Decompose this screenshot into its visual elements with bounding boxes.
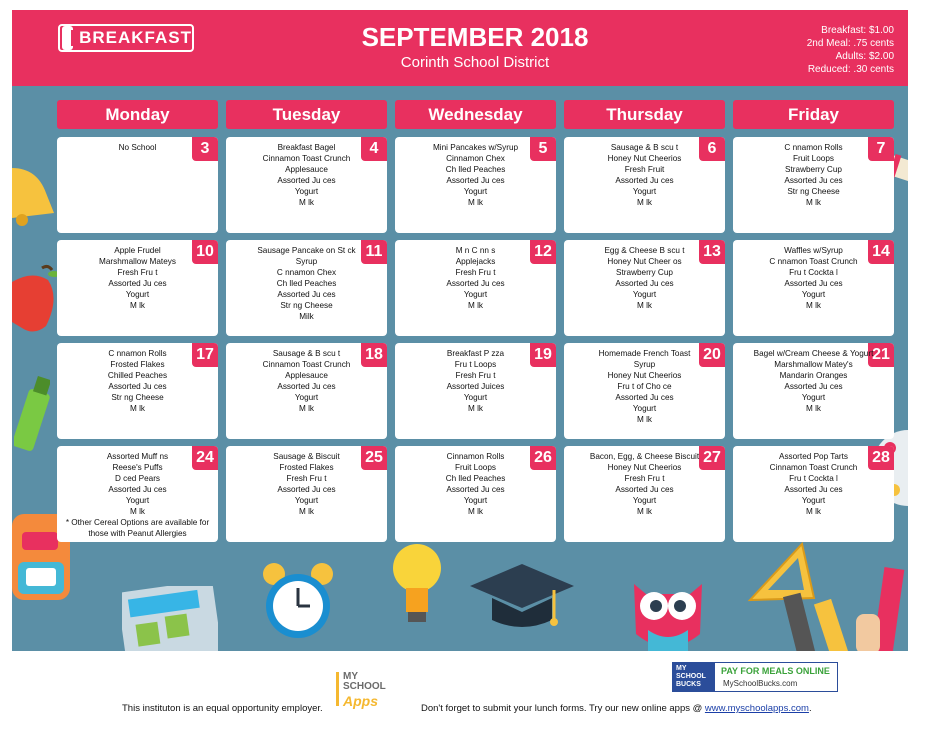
day-cell: [226, 343, 387, 439]
light-bulb-icon: [390, 536, 444, 626]
menu-item: Applesauce: [285, 165, 328, 174]
menu-items: [568, 451, 721, 517]
menu-items: [399, 245, 552, 311]
menu-items: [61, 142, 214, 153]
menu-item: Mandarin Oranges: [779, 371, 848, 380]
page-title: SEPTEMBER 2018: [361, 22, 589, 52]
day-cell: [226, 240, 387, 336]
menu-item: C nnamon Chex: [276, 268, 337, 277]
owl-icon: [630, 574, 706, 651]
day-header-friday: Friday: [733, 100, 894, 129]
menu-item: Apple Frudel: [114, 246, 161, 255]
menu-items: [737, 245, 890, 311]
menu-item: Cinnamon Toast Crunch: [262, 360, 351, 369]
day-cell: [733, 240, 894, 336]
menu-item: Assorted Muff ns: [106, 452, 169, 461]
my-school-apps-logo: MY SCHOOL Apps: [336, 672, 408, 710]
menu-items: [61, 348, 214, 414]
menu-item: Bagel w/Cream Cheese & Yogurt: [753, 349, 874, 358]
menu-item: Fru t Loops: [454, 360, 497, 369]
price-second-meal: 2nd Meal: .75 cents: [806, 38, 894, 49]
menu-item: Strawberry Cup: [616, 268, 673, 277]
lunch-forms-reminder: Don't forget to submit your lunch forms. Try our new online apps @ www.myschoolapps.com.: [421, 703, 812, 714]
menu-item: Ch lled Peaches: [445, 165, 506, 174]
menu-item: Breakfast Bagel: [277, 143, 336, 152]
menu-item: Yogurt: [463, 393, 488, 402]
menu-items: [399, 142, 552, 208]
menu-item: Sausage & B scu t: [610, 143, 679, 152]
menu-item: M lk: [467, 507, 483, 516]
menu-item: Milk: [299, 312, 314, 321]
date-badge: 27: [699, 446, 725, 470]
menu-items: [568, 348, 721, 425]
menu-item: Syrup: [295, 257, 318, 266]
menu-item: M lk: [298, 404, 314, 413]
menu-item: Yogurt: [632, 290, 657, 299]
menu-item: Fresh Fru t: [624, 474, 665, 483]
my-school-bucks-site: MySchoolBucks.com: [723, 679, 798, 688]
menu-item: Yogurt: [125, 496, 150, 505]
calculator-icon: [122, 586, 218, 651]
day-cell: [395, 240, 556, 336]
menu-item: Fresh Fruit: [624, 165, 665, 174]
menu-items: [230, 142, 383, 208]
alarm-clock-icon: [260, 560, 336, 646]
menu-item: Str ng Cheese: [111, 393, 164, 402]
day-cell: [564, 240, 725, 336]
menu-item: Yogurt: [294, 393, 319, 402]
menu-item: Cinnamon Toast Crunch: [769, 463, 858, 472]
menu-item: Assorted Pop Tarts: [778, 452, 849, 461]
menu-item: Fruit Loops: [793, 154, 834, 163]
menu-item: Marshmallow Matey's: [774, 360, 853, 369]
menu-item: Yogurt: [463, 187, 488, 196]
day-cell: [733, 446, 894, 542]
menu-item: Frosted Flakes: [110, 360, 165, 369]
day-header-thursday: Thursday: [564, 100, 725, 129]
menu-item: M lk: [129, 301, 145, 310]
menu-item: Fru t of Cho ce: [617, 382, 672, 391]
menu-item: Cinnamon Toast Crunch: [262, 154, 351, 163]
date-badge: 3: [192, 137, 218, 161]
menu-items: [568, 245, 721, 311]
menu-item: Frosted Flakes: [279, 463, 334, 472]
menu-item: Fresh Fru t: [117, 268, 158, 277]
date-badge: 4: [361, 137, 387, 161]
menu-item: Breakfast P zza: [446, 349, 505, 358]
pay-online-text: PAY FOR MEALS ONLINE: [721, 666, 830, 676]
menu-item: C nnamon Rolls: [108, 349, 167, 358]
menu-item: Yogurt: [801, 393, 826, 402]
menu-items: [230, 451, 383, 517]
menu-item: Syrup: [633, 360, 656, 369]
menu-item: Assorted Ju ces: [277, 290, 336, 299]
day-cell: [57, 446, 218, 542]
menu-item: Assorted Juices: [446, 382, 505, 391]
menu-item: M lk: [298, 507, 314, 516]
menu-item: M lk: [467, 198, 483, 207]
date-badge: 21: [868, 343, 894, 367]
day-cell: [395, 137, 556, 233]
menu-item: Honey Nut Cheerios: [607, 371, 682, 380]
menu-item: Homemade French Toast: [598, 349, 691, 358]
menu-item: M lk: [636, 301, 652, 310]
day-header-wednesday: Wednesday: [395, 100, 556, 129]
menu-item: Assorted Ju ces: [108, 485, 167, 494]
menu-item: M lk: [636, 415, 652, 424]
menu-item: those with Peanut Allergies: [88, 529, 187, 538]
menu-item: * Other Cereal Options are available for: [65, 518, 210, 527]
price-adults: Adults: $2.00: [835, 51, 894, 62]
date-badge: 6: [699, 137, 725, 161]
menu-item: Applejacks: [455, 257, 496, 266]
menu-item: Assorted Ju ces: [615, 393, 674, 402]
menu-item: Yogurt: [294, 496, 319, 505]
menu-item: Fru t Cockta l: [789, 474, 838, 483]
menu-item: Assorted Ju ces: [446, 279, 505, 288]
menu-item: M lk: [636, 198, 652, 207]
menu-item: Assorted Ju ces: [784, 176, 843, 185]
menu-item: M lk: [467, 404, 483, 413]
menu-item: Assorted Ju ces: [615, 485, 674, 494]
breakfast-logo: [58, 24, 194, 52]
date-badge: 28: [868, 446, 894, 470]
menu-item: Fresh Fru t: [286, 474, 327, 483]
menu-item: Assorted Ju ces: [277, 176, 336, 185]
menu-items: [737, 348, 890, 414]
menu-item: M lk: [467, 301, 483, 310]
date-badge: 14: [868, 240, 894, 264]
menu-item: C nnamon Rolls: [784, 143, 843, 152]
day-cell: [57, 137, 218, 233]
date-badge: 18: [361, 343, 387, 367]
menu-item: Yogurt: [294, 187, 319, 196]
menu-item: Applesauce: [285, 371, 328, 380]
menu-item: Assorted Ju ces: [446, 176, 505, 185]
menu-item: Assorted Ju ces: [784, 485, 843, 494]
date-badge: 19: [530, 343, 556, 367]
menu-item: Honey Nut Cheerios: [607, 463, 682, 472]
menu-item: M lk: [805, 507, 821, 516]
date-badge: 13: [699, 240, 725, 264]
menu-items: [399, 348, 552, 414]
menu-item: Yogurt: [632, 496, 657, 505]
menu-item: Sausage & Biscuit: [273, 452, 340, 461]
menu-item: M lk: [805, 198, 821, 207]
menu-item: Honey Nut Cheer os: [607, 257, 682, 266]
date-badge: 17: [192, 343, 218, 367]
menu-item: No School: [118, 143, 157, 152]
menu-item: Assorted Ju ces: [277, 382, 336, 391]
menu-item: Honey Nut Cheerios: [607, 154, 682, 163]
menu-item: Chilled Peaches: [107, 371, 168, 380]
menu-items: [61, 451, 214, 539]
menu-item: Waffles w/Syrup: [784, 246, 843, 255]
equal-opportunity-notice: This instituton is an equal opportunity employer.: [122, 703, 323, 714]
menu-item: M lk: [805, 301, 821, 310]
menu-item: D ced Pears: [114, 474, 161, 483]
menu-item: M lk: [805, 404, 821, 413]
day-cell: [564, 137, 725, 233]
day-cell: [226, 446, 387, 542]
menu-item: M lk: [129, 404, 145, 413]
menu-item: Reese's Puffs: [112, 463, 163, 472]
menu-items: [230, 348, 383, 414]
date-badge: 11: [361, 240, 387, 264]
menu-item: C nnamon Toast Crunch: [769, 257, 858, 266]
menu-item: Bacon, Egg, & Cheese Biscuit: [589, 452, 700, 461]
menu-item: Assorted Ju ces: [108, 382, 167, 391]
day-cell: [564, 446, 725, 542]
menu-item: Assorted Ju ces: [784, 279, 843, 288]
menu-item: Str ng Cheese: [280, 301, 333, 310]
date-badge: 5: [530, 137, 556, 161]
menu-item: Assorted Ju ces: [784, 382, 843, 391]
apple-icon: [12, 264, 58, 336]
menu-item: Marshmallow Mateys: [99, 257, 176, 266]
menu-item: Cinnamon Rolls: [446, 452, 505, 461]
my-school-bucks-logo: MY SCHOOL BUCKS: [673, 663, 715, 691]
menu-items: [737, 142, 890, 208]
menu-item: Strawberry Cup: [785, 165, 842, 174]
menu-item: Egg & Cheese B scu t: [604, 246, 685, 255]
menu-item: Str ng Cheese: [787, 187, 840, 196]
menu-item: Yogurt: [463, 496, 488, 505]
menu-item: Assorted Ju ces: [446, 485, 505, 494]
menu-item: M lk: [636, 507, 652, 516]
date-badge: 10: [192, 240, 218, 264]
menu-item: Yogurt: [801, 290, 826, 299]
menu-item: Cinnamon Chex: [446, 154, 505, 163]
menu-items: [230, 245, 383, 322]
menu-item: Assorted Ju ces: [615, 176, 674, 185]
menu-items: [737, 451, 890, 517]
menu-item: Fresh Fru t: [455, 371, 496, 380]
date-badge: 25: [361, 446, 387, 470]
menu-item: Mini Pancakes w/Syrup: [432, 143, 519, 152]
menu-item: M lk: [298, 198, 314, 207]
myschoolapps-link[interactable]: www.myschoolapps.com: [704, 703, 809, 714]
my-school-bucks-banner[interactable]: [672, 662, 838, 692]
day-cell: [733, 343, 894, 439]
menu-item: Yogurt: [632, 404, 657, 413]
district-name: Corinth School District: [400, 54, 550, 71]
menu-item: Assorted Ju ces: [615, 279, 674, 288]
date-badge: 24: [192, 446, 218, 470]
date-badge: 26: [530, 446, 556, 470]
menu-item: Sausage Pancake on St ck: [257, 246, 356, 255]
bell-icon: [12, 158, 62, 228]
menu-item: Assorted Ju ces: [277, 485, 336, 494]
date-badge: 12: [530, 240, 556, 264]
day-cell: [57, 240, 218, 336]
menu-item: Ch lled Peaches: [276, 279, 337, 288]
date-badge: 7: [868, 137, 894, 161]
menu-item: Fruit Loops: [455, 463, 496, 472]
fork-icon: [62, 26, 73, 50]
day-cell: [57, 343, 218, 439]
menu-item: Assorted Ju ces: [108, 279, 167, 288]
menu-item: Fresh Fru t: [455, 268, 496, 277]
menu-items: [399, 451, 552, 517]
graduation-cap-icon: [470, 564, 574, 634]
menu-item: Yogurt: [632, 187, 657, 196]
menu-item: Yogurt: [125, 290, 150, 299]
pencil-icon: [772, 564, 908, 651]
day-cell: [564, 343, 725, 439]
menu-item: M n C nn s: [455, 246, 496, 255]
price-reduced: Reduced: .30 cents: [807, 64, 894, 75]
day-header-monday: Monday: [57, 100, 218, 129]
price-breakfast: Breakfast: $1.00: [821, 25, 894, 36]
day-cell: [395, 343, 556, 439]
date-badge: 20: [699, 343, 725, 367]
logo-label: BREAKFAST: [79, 28, 192, 47]
menu-item: Ch lled Peaches: [445, 474, 506, 483]
day-cell: [733, 137, 894, 233]
menu-items: [61, 245, 214, 311]
menu-item: Fru t Cockta l: [789, 268, 838, 277]
menu-item: M lk: [129, 507, 145, 516]
day-cell: [395, 446, 556, 542]
menu-item: Yogurt: [801, 496, 826, 505]
header-banner: [12, 10, 908, 86]
price-list: [807, 24, 894, 76]
menu-item: Yogurt: [463, 290, 488, 299]
menu-items: [568, 142, 721, 208]
day-header-tuesday: Tuesday: [226, 100, 387, 129]
marker-icon: [14, 376, 50, 456]
day-cell: [226, 137, 387, 233]
menu-item: Sausage & B scu t: [272, 349, 341, 358]
